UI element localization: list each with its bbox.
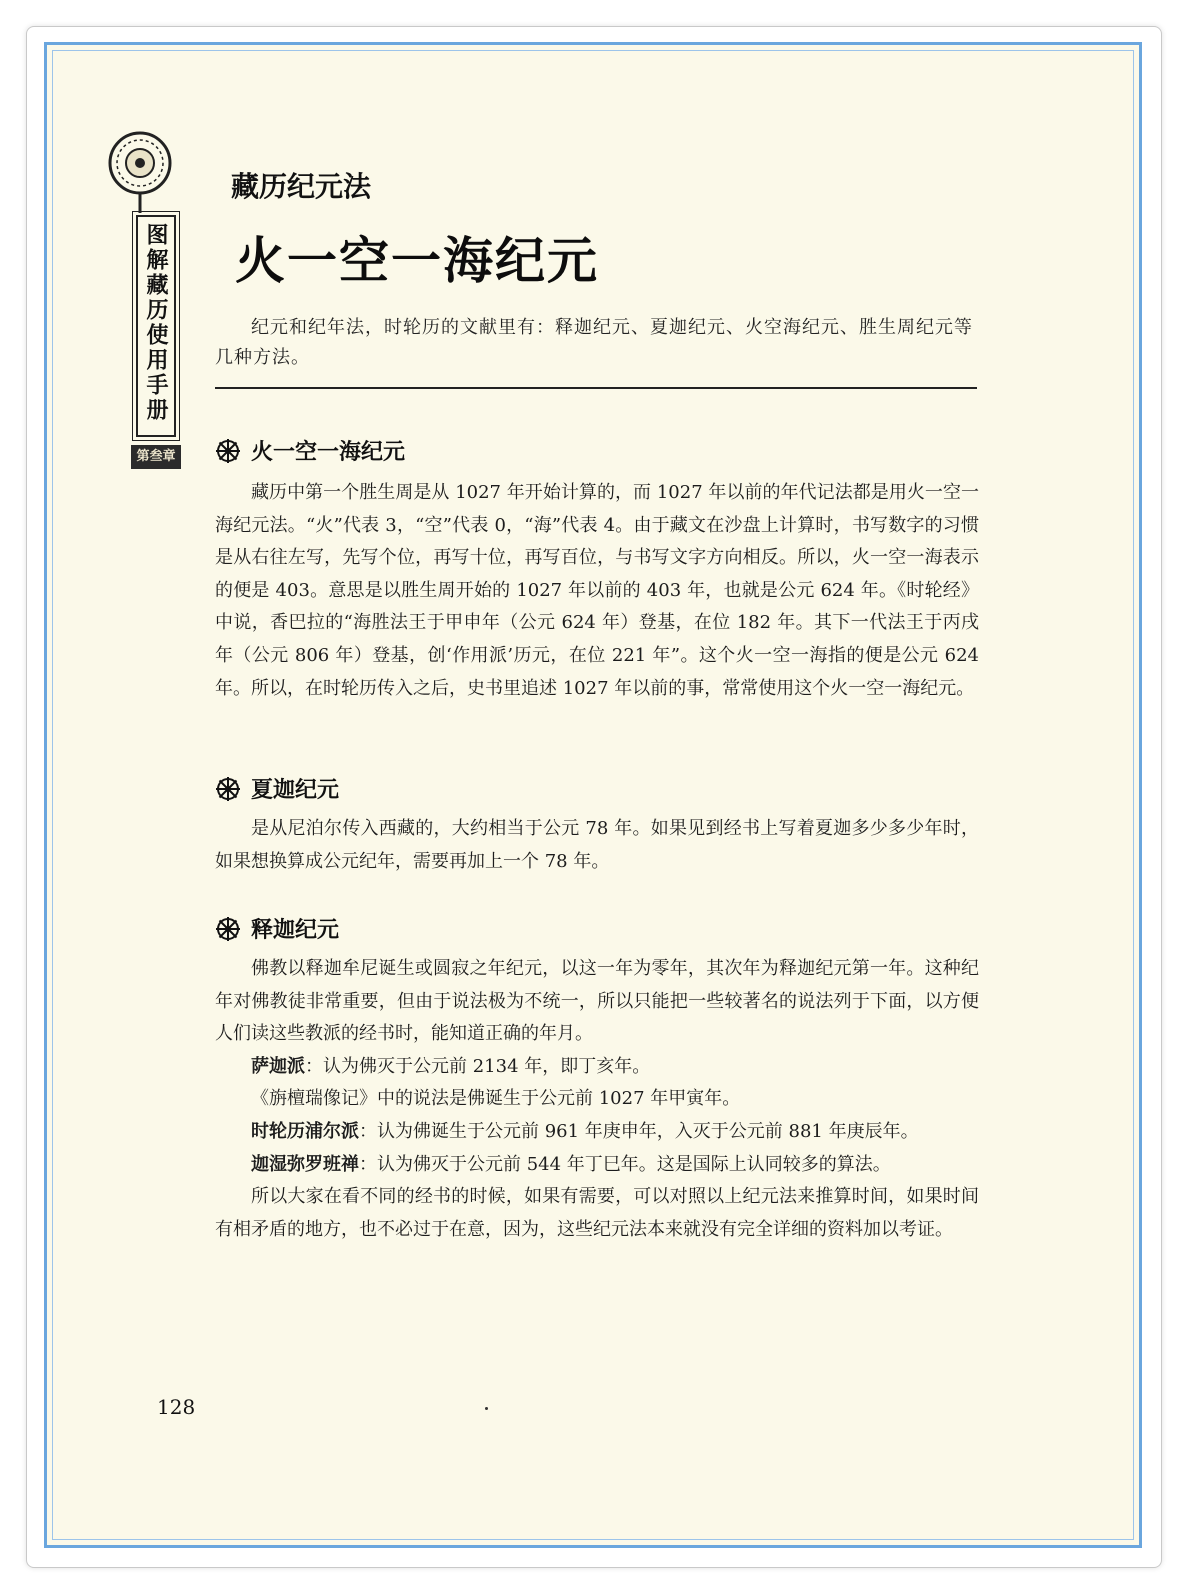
- paragraph: 藏历中第一个胜生周是从 1027 年开始计算的，而 1027 年以前的年代记法都是用火一空一海纪元法。“火”代表 3，“空”代表 0，“海”代表 4。由于藏文在沙盘上计算时，书写数字的习惯是从右往左写，先写个位，再写十位，再写百位，与书写文字方向相反。所以，火一空一海表示的便是 403。意思是以胜生周开始的 1027 年以前的 403 年，也就是公元 624 年。《时轮经》中说，香巴拉的“海胜法王于甲申年（公元 624 年）登基，在位 182 年。其下一代法王于丙戌年（公元 806 年）登基，创‘作用派’历元，在位 221 年”。这个火一空一海指的便是公元 624 年。所以，在时轮历传入之后，史书里追述 1027 年以前的事，常常使用这个火一空一海纪元。: [215, 482, 979, 699]
- section-heading: [215, 913, 339, 944]
- dharma-wheel-icon: [215, 916, 241, 942]
- section-heading-text: 夏迦纪元: [251, 777, 340, 803]
- school-name: 萨迦派: [251, 1055, 305, 1077]
- center-dot: [485, 1407, 488, 1410]
- section-label: 藏历纪元法: [231, 170, 372, 203]
- section-heading: [215, 773, 339, 804]
- section-body: [215, 477, 979, 705]
- school-item: [215, 1149, 979, 1182]
- book-page: [44, 42, 1142, 1548]
- section-body: [215, 953, 979, 1246]
- closing-paragraph: 所以大家在看不同的经书的时候，如果有需要，可以对照以上纪元法来推算时间，如果时间有相矛盾的地方，也不必过于在意，因为，这些纪元法本来就没有完全详细的资料加以考证。: [215, 1186, 979, 1240]
- section-heading: [215, 435, 405, 466]
- book-title: 图解藏历使用手册: [143, 223, 169, 423]
- section-heading-text: 释迦纪元: [251, 917, 340, 943]
- dharma-wheel-icon: [215, 438, 241, 464]
- school-item: [215, 1116, 979, 1149]
- page-number: 128: [157, 1395, 196, 1419]
- dharma-wheel-icon: [215, 776, 241, 802]
- book-title-banner: [136, 215, 176, 437]
- divider: [215, 387, 977, 389]
- paragraph: 是从尼泊尔传入西藏的，大约相当于公元 78 年。如果见到经书上写着夏迦多少多少年时，如果想换算成公元纪年，需要再加上一个 78 年。: [215, 818, 979, 872]
- school-text: ：认为佛诞生于公元前 961 年庚申年，入灭于公元前 881 年庚辰年。: [359, 1120, 919, 1142]
- intro-text: 纪元和纪年法，时轮历的文献里有：释迦纪元、夏迦纪元、火空海纪元、胜生周纪元等几种方法。: [215, 317, 973, 368]
- seal-ornament-icon: [107, 123, 173, 213]
- school-name: 时轮历浦尔派: [251, 1120, 359, 1142]
- school-text: 《旃檀瑞像记》中的说法是佛诞生于公元前 1027 年甲寅年。: [251, 1088, 741, 1110]
- school-item: [215, 1051, 979, 1084]
- volume-tag: 第叁章: [131, 445, 181, 469]
- page-title: 火一空一海纪元: [235, 231, 599, 290]
- school-text: ：认为佛灭于公元前 544 年丁巳年。这是国际上认同较多的算法。: [359, 1153, 891, 1175]
- paragraph: 佛教以释迦牟尼诞生或圆寂之年纪元，以这一年为零年，其次年为释迦纪元第一年。这种纪年对佛教徒非常重要，但由于说法极为不统一，所以只能把一些较著名的说法列于下面，以方便人们读这些教派的经书时，能知道正确的年月。: [215, 958, 979, 1045]
- school-item: [215, 1083, 979, 1116]
- section-body: [215, 813, 979, 878]
- school-name: 迦湿弥罗班禅: [251, 1153, 359, 1175]
- section-heading-text: 火一空一海纪元: [251, 439, 406, 465]
- school-text: ：认为佛灭于公元前 2134 年，即丁亥年。: [305, 1055, 651, 1077]
